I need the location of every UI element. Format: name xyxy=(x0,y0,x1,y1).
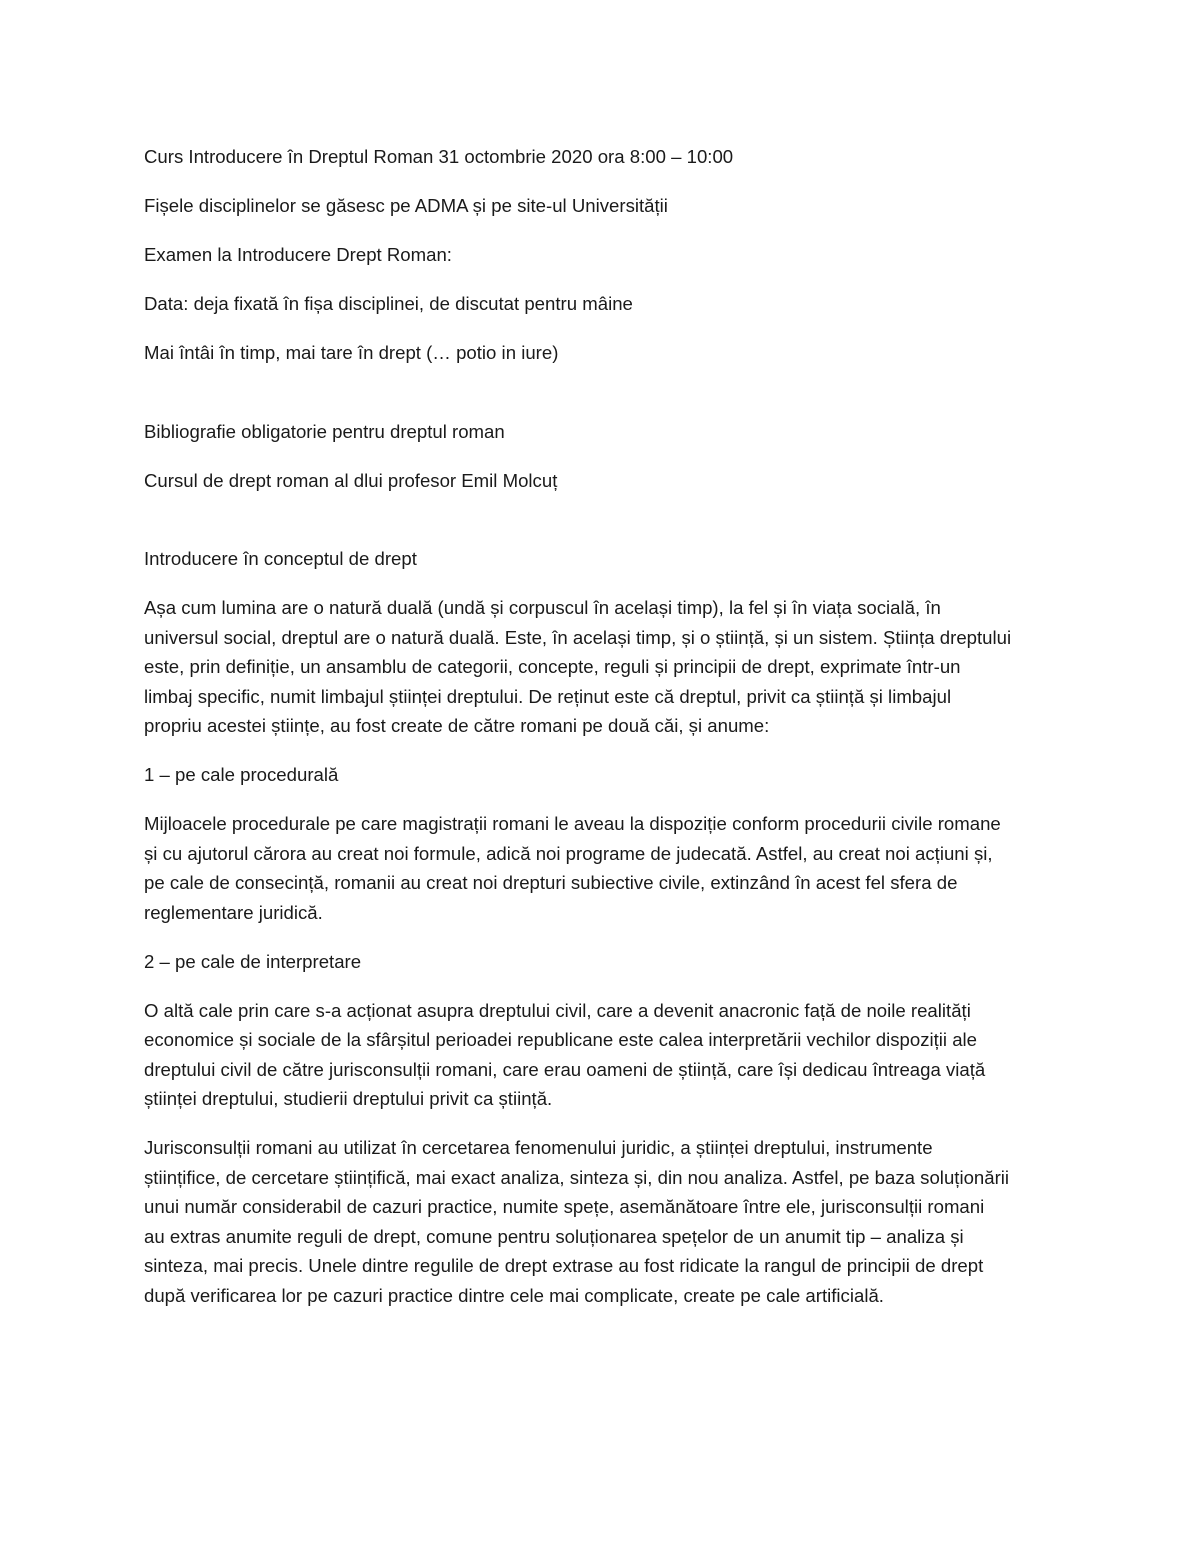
paragraph-line: unui număr considerabil de cazuri practice, numite spețe, asemănătoare între ele, jurisconsulții romani xyxy=(144,1196,985,1217)
course-schedule-line: Curs Introducere în Dreptul Roman 31 octombrie 2020 ora 8:00 – 10:00 xyxy=(144,146,734,167)
paragraph-line: economice și sociale de la sfârșitul perioadei republicane este calea interpretării vechilor dispoziții ale xyxy=(144,1029,978,1050)
paragraph-line: O altă cale prin care s-a acționat asupra dreptului civil, care a devenit anacronic față de noile realități xyxy=(144,999,971,1021)
bibliography-heading: Bibliografie obligatorie pentru dreptul roman xyxy=(144,420,505,442)
blank-line xyxy=(144,495,1059,544)
discipline-files-line: Fișele disciplinelor se găsesc pe ADMA și pe site-ul Universității xyxy=(144,195,668,216)
paragraph-dual-nature xyxy=(144,593,1059,741)
paragraph-line: Așa cum lumina are o natură duală (undă și corpuscul în același timp), la fel și în viața socială, în xyxy=(144,597,941,618)
paragraph-line: Jurisconsulții romani au utilizat în cercetarea fenomenului juridic, a științei dreptului, instrumente xyxy=(144,1137,933,1158)
paragraph-line: Mijloacele procedurale pe care magistrații romani le aveau la dispoziție conform procedurii civile romane xyxy=(144,813,1001,834)
paragraph-procedural xyxy=(144,809,1059,927)
paragraph-line: sinteza, mai precis. Unele dintre regulile de drept extrase au fost ridicate la rangul de principii de drept xyxy=(144,1255,984,1276)
paragraph-line: științifice, de cercetare științifică, mai exact analiza, sinteza și, din nou analiza. Astfel, pe baza soluționării xyxy=(144,1166,1010,1188)
paragraph-line: pe cale de consecință, romanii au creat noi drepturi subiective civile, extinzând în acest fel sfera de xyxy=(144,872,958,893)
paragraph-line: reglementare juridică. xyxy=(144,901,323,923)
bibliography-course-line: Cursul de drept roman al dlui profesor Emil Molcuț xyxy=(144,469,558,491)
paragraph-line: au extras anumite reguli de drept, comune pentru soluționarea spețelor de un anumit tip – analiza și xyxy=(144,1225,964,1247)
paragraph-interpretation xyxy=(144,996,1059,1114)
paragraph-line: și cu ajutorul cărora au creat noi formule, adică noi programe de judecată. Astfel, au creat noi acțiuni și, xyxy=(144,842,993,864)
paragraph-line: universul social, dreptul are o natură duală. Este, în același timp, și o știință, și un sistem. Știința dreptului xyxy=(144,626,1012,648)
paragraph-line: științei dreptului, studierii dreptului privit ca știință. xyxy=(144,1088,553,1109)
legal-maxim-line: Mai întâi în timp, mai tare în drept (… potio in iure) xyxy=(144,342,559,363)
exam-date-line: Data: deja fixată în fișa disciplinei, de discutat pentru mâine xyxy=(144,293,633,314)
blank-line xyxy=(144,368,1059,417)
paragraph-line: limbaj specific, numit limbajul științei dreptului. De reținut este că dreptul, privit ca știință și limbajul xyxy=(144,685,952,707)
exam-heading-line: Examen la Introducere Drept Roman: xyxy=(144,244,452,265)
paragraph-line: dreptului civil de către jurisconsulții romani, care erau oameni de știință, care își dedicau întreaga viață xyxy=(144,1058,986,1080)
paragraph-line: după verificarea lor pe cazuri practice dintre cele mai complicate, create pe cale artificială. xyxy=(144,1284,884,1306)
list-item-procedural: 1 – pe cale procedurală xyxy=(144,764,339,785)
list-item-interpretation: 2 – pe cale de interpretare xyxy=(144,950,362,972)
document-body xyxy=(144,142,1059,1310)
paragraph-jurisconsults xyxy=(144,1133,1059,1310)
paragraph-line: este, prin definiție, un ansamblu de categorii, concepte, reguli și principii de drept, exprimate într-un xyxy=(144,656,961,677)
paragraph-line: propriu acestei științe, au fost create de către romani pe două căi, și anume: xyxy=(144,715,770,736)
section-title: Introducere în conceptul de drept xyxy=(144,548,417,569)
